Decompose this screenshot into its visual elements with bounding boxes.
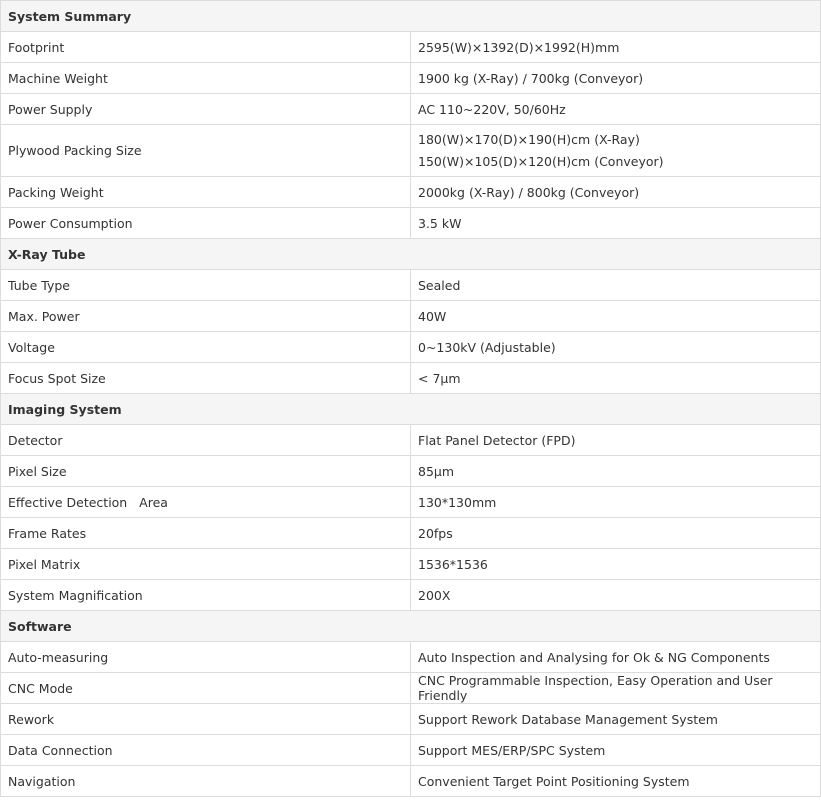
spec-value-line: 3.5 kW xyxy=(418,215,462,231)
spec-value-line: Sealed xyxy=(418,277,461,293)
section-title: Software xyxy=(1,611,821,642)
section-title: Imaging System xyxy=(1,394,821,425)
table-row xyxy=(1,766,821,797)
section-header-row xyxy=(1,394,821,425)
spec-value-line: 40W xyxy=(418,308,447,324)
spec-value xyxy=(411,363,821,394)
spec-label: Pixel Matrix xyxy=(1,549,411,580)
spec-value-line: 2595(W)×1392(D)×1992(H)mm xyxy=(418,39,620,55)
spec-value-line: 1536*1536 xyxy=(418,556,488,572)
section-header-row xyxy=(1,611,821,642)
spec-label: Rework xyxy=(1,704,411,735)
table-row xyxy=(1,704,821,735)
table-row xyxy=(1,549,821,580)
spec-value xyxy=(411,125,821,177)
table-row xyxy=(1,332,821,363)
section-header-row xyxy=(1,1,821,32)
spec-label: Footprint xyxy=(1,32,411,63)
spec-value-line: Auto Inspection and Analysing for Ok & NG Components xyxy=(418,649,770,665)
spec-label: Voltage xyxy=(1,332,411,363)
table-row xyxy=(1,673,821,704)
table-row xyxy=(1,456,821,487)
spec-label: Max. Power xyxy=(1,301,411,332)
spec-value xyxy=(411,518,821,549)
spec-value xyxy=(411,549,821,580)
spec-value-line: 200X xyxy=(418,587,451,603)
spec-label: Power Supply xyxy=(1,94,411,125)
spec-value xyxy=(411,673,821,704)
spec-value xyxy=(411,177,821,208)
spec-value xyxy=(411,208,821,239)
spec-label: Navigation xyxy=(1,766,411,797)
spec-value xyxy=(411,766,821,797)
spec-value xyxy=(411,63,821,94)
spec-label: CNC Mode xyxy=(1,673,411,704)
spec-value xyxy=(411,456,821,487)
spec-value xyxy=(411,270,821,301)
spec-value-line: AC 110~220V, 50/60Hz xyxy=(418,101,566,117)
spec-value xyxy=(411,332,821,363)
spec-value-line: Flat Panel Detector (FPD) xyxy=(418,432,576,448)
section-title: System Summary xyxy=(1,1,821,32)
spec-label: Plywood Packing Size xyxy=(1,125,411,177)
spec-label: Frame Rates xyxy=(1,518,411,549)
spec-value-line: 20fps xyxy=(418,525,453,541)
spec-label: Auto-measuring xyxy=(1,642,411,673)
spec-value-line: 150(W)×105(D)×120(H)cm (Conveyor) xyxy=(418,153,664,169)
spec-value-line: Support MES/ERP/SPC System xyxy=(418,742,606,758)
spec-value xyxy=(411,301,821,332)
table-row xyxy=(1,642,821,673)
spec-label: Power Consumption xyxy=(1,208,411,239)
spec-value xyxy=(411,487,821,518)
spec-label: Tube Type xyxy=(1,270,411,301)
spec-table-body xyxy=(1,1,821,797)
table-row xyxy=(1,270,821,301)
table-row xyxy=(1,32,821,63)
spec-label: Data Connection xyxy=(1,735,411,766)
table-row xyxy=(1,518,821,549)
table-row xyxy=(1,363,821,394)
spec-value xyxy=(411,425,821,456)
spec-label: Effective Detection Area xyxy=(1,487,411,518)
spec-value-line: Convenient Target Point Positioning System xyxy=(418,773,690,789)
spec-label: Focus Spot Size xyxy=(1,363,411,394)
spec-value-line: 180(W)×170(D)×190(H)cm (X-Ray) xyxy=(418,131,640,147)
section-header-row xyxy=(1,239,821,270)
spec-value xyxy=(411,94,821,125)
spec-value-line: 85μm xyxy=(418,463,455,479)
section-title: X-Ray Tube xyxy=(1,239,821,270)
spec-value-line: 0~130kV (Adjustable) xyxy=(418,339,556,355)
table-row xyxy=(1,735,821,766)
table-row xyxy=(1,580,821,611)
spec-value xyxy=(411,642,821,673)
spec-value-line: 1900 kg (X-Ray) / 700kg (Conveyor) xyxy=(418,70,644,86)
table-row xyxy=(1,301,821,332)
table-row xyxy=(1,487,821,518)
spec-label: Pixel Size xyxy=(1,456,411,487)
spec-value xyxy=(411,32,821,63)
spec-value xyxy=(411,735,821,766)
spec-value-line: Support Rework Database Management System xyxy=(418,711,718,727)
spec-value-line: 2000kg (X-Ray) / 800kg (Conveyor) xyxy=(418,184,640,200)
spec-label: Detector xyxy=(1,425,411,456)
table-row xyxy=(1,125,821,177)
spec-label: Packing Weight xyxy=(1,177,411,208)
table-row xyxy=(1,208,821,239)
spec-value-line: < 7μm xyxy=(418,370,461,386)
spec-value-line: CNC Programmable Inspection, Easy Operation and User Friendly xyxy=(418,673,773,703)
spec-value-line: 130*130mm xyxy=(418,494,497,510)
spec-value xyxy=(411,704,821,735)
spec-value xyxy=(411,580,821,611)
spec-label: Machine Weight xyxy=(1,63,411,94)
spec-label: System Magnification xyxy=(1,580,411,611)
table-row xyxy=(1,94,821,125)
table-row xyxy=(1,177,821,208)
table-row xyxy=(1,425,821,456)
table-row xyxy=(1,63,821,94)
